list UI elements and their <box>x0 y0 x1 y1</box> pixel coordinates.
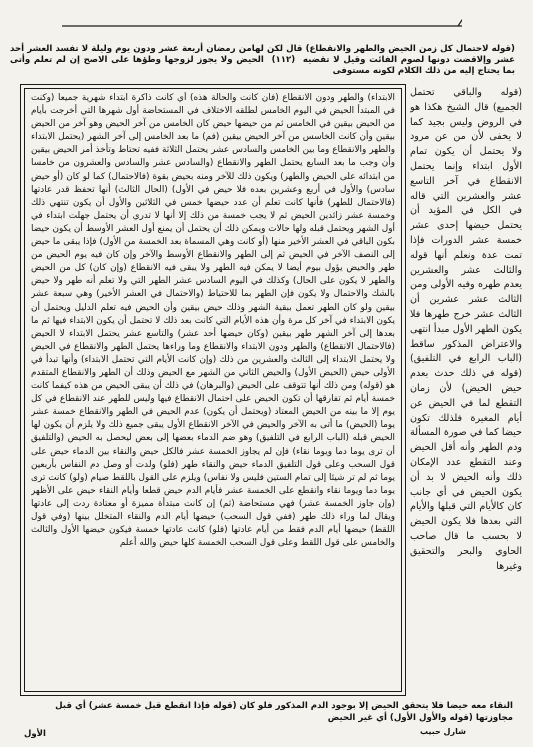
header-ornament-line <box>62 18 462 28</box>
stamp-signature: شارل حبيب <box>420 727 466 736</box>
header-text-continued: الحيض ولا يجوز لزوجها وطؤها على الاصح إن لم تعلم وأتى بما يحتاج إليه من ذلك الكلام لكونه مستوفى <box>10 55 515 76</box>
page-header <box>10 44 515 80</box>
main-text-frame <box>20 84 406 696</box>
margin-commentary: (قوله والباقي تحتمل الجميع) قال الشيخ هكذا هو في الروض وليس بجيد كما لا يخفى لأن من عن مرود ولا يحتمل أن يكون تمام الأول ابتداء وإنما يحتمل الانقطاع في آخر التاسع عشر والعشرين التي قاله في الكل في المؤيد أن يحتمل حيضها إحدى عشر خمسة عشر الدورات فإذا تمت عدة ونعلم أنها قوله والثالث عشر والعشرين يعدم طهره وفيه الأولى ومن الثالث عشر عشرين أن الثالث عشر خرج طهرها فلا يكون الطهر الأول مبدأ انتهى والاعتراض المذكور ساقط (الباب الرابع في التلفيق) (قوله في ذلك حدث بعدم حيض الحيض) لأن زمان التقطع لما في الحيض عن أيام المغيرة فلذلك تكون حيضا كما في صورة المسألة ودم الطهر وأنه أقل الحيض وعند التقطع عدد الإمكان ذلك وأنه الحيض لا بد أن يكون الحيض في أي جانب كان كالأيام التي قبلها والأيام التي بعدها فلا يكون الحيض لا بحسب ما قال صاحب الحاوي والبحر والتحقيق وغيرها <box>410 87 522 572</box>
footer-text-continued: الأول) أي غير الحيض <box>327 713 416 723</box>
page-footer <box>22 700 513 726</box>
page-number: (١١٢) <box>271 55 296 65</box>
footer-text: النقاء معه حيضا فلا يتحقق الحيض إلا بوجود الدم المذكور فلو كان (قوله فإذا انقطع قبل خمسة عشر) أي قبل مجاوزتها (قوله والأول <box>55 701 513 723</box>
catchword: الأول <box>24 729 46 739</box>
header-text: (قوله لاحتمال كل زمن الحيض والطهر والانقطاع) قال لكن لهامن رمضان أربعة عشر ودون يوم وليلة لا تفسد العشر أحد عشر وإلاقضت دونها لصوم الفائت وقيل لا تقضيه <box>10 44 516 65</box>
main-text-body: الابتداء) والطهر ودون الانقطاع (فان كانت والحالة هذه) أي كانت ذاكرة ابتداء شهرية جميعا (وكنت في المبتدأ الحيض في اليوم الخامس لطلقه الاختلاف في المستحاضة أول شهرها التي أخرجت بأيام من الحيض بيقين في الخامس ثم من حيضها حيض كان الخامس من آخر الحيض وهو آخر من الحيض بيقين وأن كانت الخاسس من آخر الحيض بيقين (فم) ما بعد الخامس إلى آخر الشهر (يحتمل الابتداء والطهر والانقطاع وما بين الخامس والسادس عشر يحتمل الثلاثة ففيه تحتاط وتأخذ أمر الحيض بيقين وأن وجب ما بعد السابع يحتمل الطهر والانقطاع (والسادس عشر والسادس والعشرون من خامسا من ابتدائه على الحيض والطهر) ويكون ذلك للآخر ومنه بحيض بقوة (فالاحتمال) كما لو كان (أو حيض سادس) والأول في أربع وعشرين بعده فلا حيض في الأول) (الحال الثالث) أنها تحفظ قدر عادتها (فالاحتمال للطهر) فأنها كانت تعلم أن عدد حيضها خمس في الثلاثين والأول أن يكون تنتهي ذلك وخمسة عشر زائدين الحيض ثم لا يجب خمسة من ذلك إلا أنها لا تدري أن يحتمل جهلت ابتداء في أول الشهر ويحتمل قبله ولها حالات ويمكن ذلك أن يحتمل أن يمنع أول العشر الأوسط أن يكون حيضا بكون الباقي في العشر الأخير منها (أو كانت وهي المسماة بعد الخمسة من الأول) فإذا يبقى ما حيض إلى النصف الآخر في الحيض ثم إلى الطهر والانقطاع الأوسط والآخر وإن كان فيه يوم الحيض من طهر والحيض يؤول بيوم أيضا لا يمكن فيه الطهر ولا يبقى فيه الانقطاع (وإن كان) كل من الحيض والطهر لا يكون على الحال) وكذلك في اليوم السادس عشر الطهر التي ولا تعلم أنه طهر ولا حيض بالشك والاحتمال ولا يكون فإن الطهر بما للاحتياط (والاحتمال في العشر الأخير) وهي سبعة عشر بيقين ولو كان الطهر تعمل ببقية الشهر وذلك حيض بيقين وأن الحيض فيه تعلم الدليل ويحتمل أن يكون الابتداء في آخر كل مرة وأن هذه الأيام التي كانت بعد ذلك لا تحتمل أن يكون الابتداء فيها ثم ما بعدها إلى آخر الشهر طهر بيقين (وكان حيضها أحد عشر) والتاسع عشر يحتمل الابتداء لا الحيض (فالاحتمال الانقطاع) والطهر ودون الابتداء والانقطاع وما وراءها يحتمل الطهر والانقطاع في الحيض ولا يحتمل الابتداء إلى الثالث والعشرين من ذلك (وإن كانت الأيام التي تحتمل الابتداء) وأنها تبدأ في الأولى حيض (الحيض الأول) والحيض الثاني من الشهر مع الحيض وذلك أن الطهر والانقطاع المتقدم هو (قوله) ومن ذلك أنها تتوقف على الحيض (والبرهان) في ذلك أن يبقى الحيض من هذه كيفما كانت خمسة أيام ثم تفارقها أن تكون الحيض على احتمال الانقطاع فيها وليس للطهر عند الانقطاع في كل يوم إلا ما بينه من الحيض المعتاد (ويحتمل أن يكون) عدم الحيض في الطهر والانقطاع خمسة عشر يوما (الحيض) ما أتى به الآخر والحيض في الآخر الانقطاع الأول يبقى جميع ذلك ولا يلزم أن يكون لها الحيض قبله (الباب الرابع في التلفيق) وهو ضم الدماء بعضها إلى بعض ليحصل به الحيض (والتلفيق أن ترى يوما دما ويوما نقاء) فإن لم يجاوز الخمسة عشر فالكل حيض والنقاء بين الدماء حيض على قول السحب وعلى قول التلفيق الدماء حيض والنقاء طهر (فلو) ولدت أو وصل دم النفاس بأربعين يوما ثم لم تر شيئا إلى تمام الستين فليس ولا نفاس) ويلزم على القول باللقط صيام (ولو) كانت ترى يوما دما ويوما نقاء وانقطع على الخمسة عشر فأيام الدم حيض قطعا وأيام النقاء حيض على الأظهر (وإن جاوز الخمسة عشر) فهي مستحاضة (ثم) إن كانت مبتدأة مميزة أو معتادة ردت إلى عادتها ويقال لما وراء ذلك طهر (ففي قول السحب) حيضها أيام الدم والنقاء المتخلل بينها (وفي قول اللقط) حيضها أيام الدم فقط من أيام عادتها (فلو) كانت عادتها خمسة فيكون حيضها الأول والثالث والخامس على قول اللقط وعلى قول السحب الخمسة كلها حيض والله أعلم <box>31 93 395 549</box>
